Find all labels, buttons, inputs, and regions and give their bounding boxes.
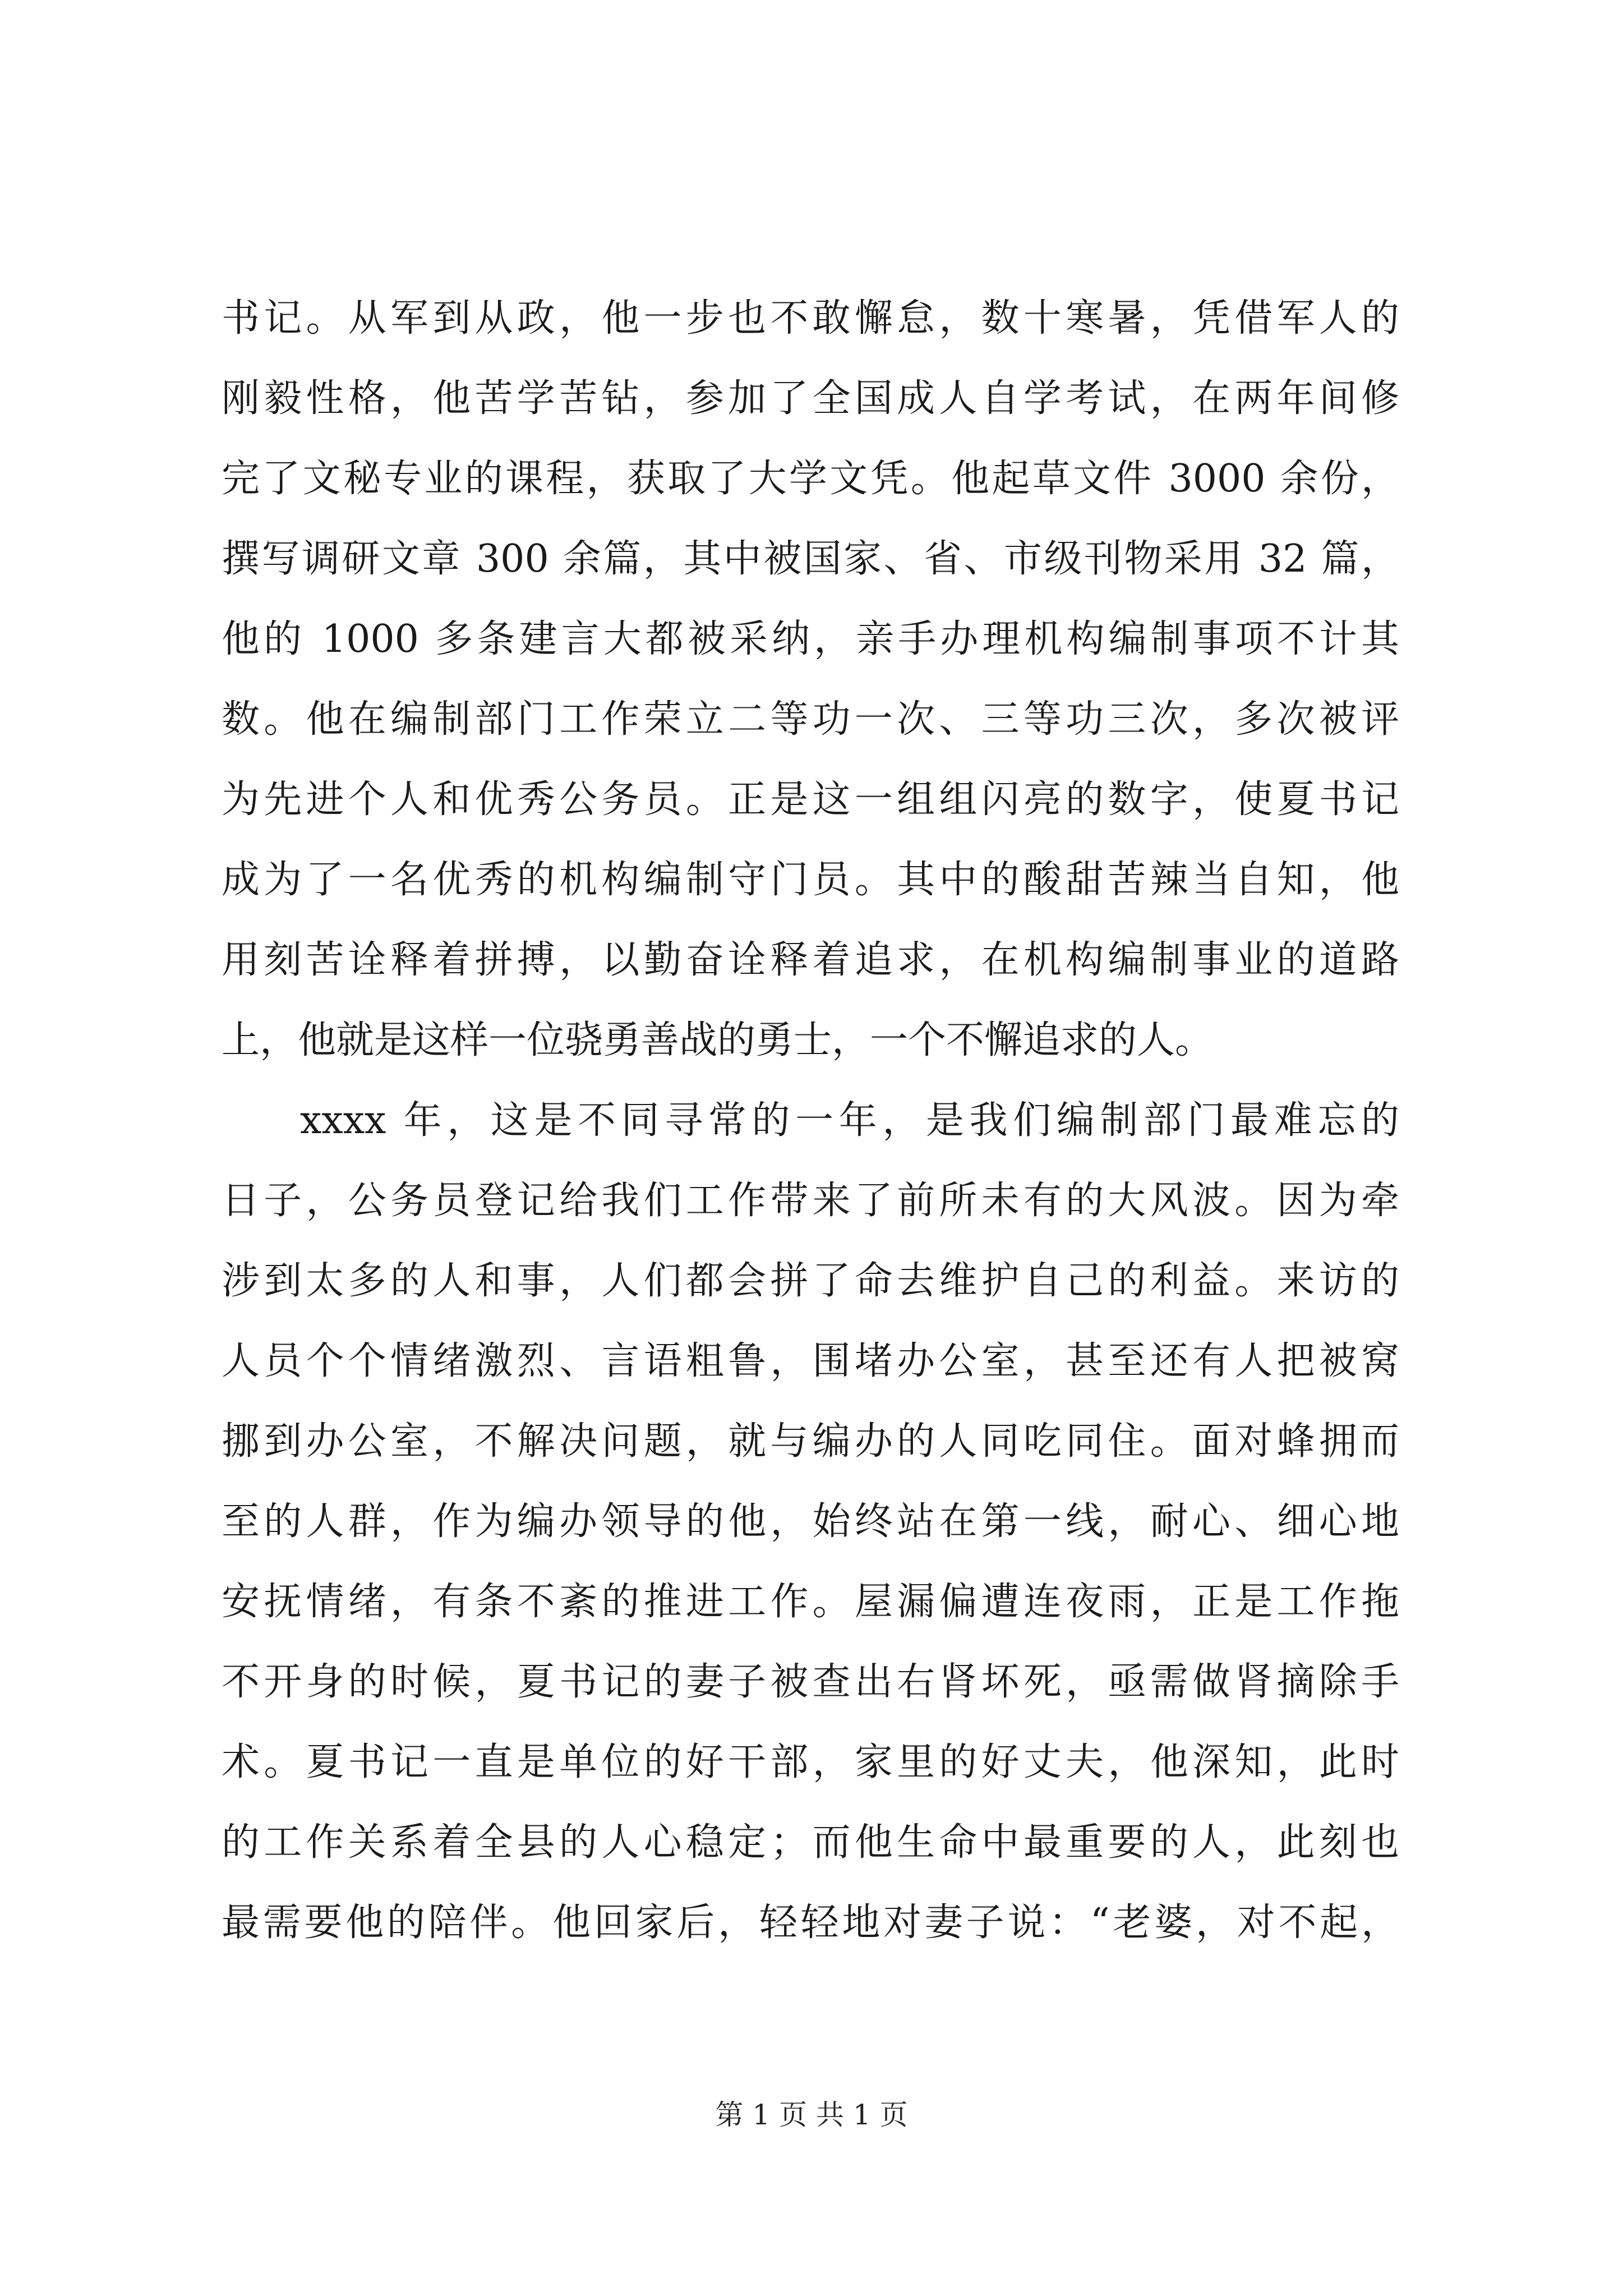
paragraph-line: 日子，公务员登记给我们工作带来了前所未有的大风波。因为牵 (222, 1179, 1399, 1223)
paragraph-line: 书记。从军到从政，他一步也不敢懈怠，数十寒暑，凭借军人的 (222, 296, 1399, 341)
paragraph-line: 安抚情绪，有条不紊的推进工作。屋漏偏遭连夜雨，正是工作拖 (222, 1580, 1399, 1624)
paragraph-line: 最需要他的陪伴。他回家后，轻轻地对妻子说：“老婆，对不起， (222, 1901, 1399, 1945)
paragraph-line: 不开身的时候，夏书记的妻子被查出右肾坏死，亟需做肾摘除手 (222, 1660, 1399, 1704)
page-number-footer: 第 1 页 共 1 页 (715, 2099, 908, 2131)
paragraph-line: 挪到办公室，不解决问题，就与编办的人同吃同住。面对蜂拥而 (222, 1419, 1399, 1464)
paragraph-line: 的工作关系着全县的人心稳定；而他生命中最重要的人，此刻也 (222, 1820, 1399, 1865)
paragraph-line: 刚毅性格，他苦学苦钻，参加了全国成人自学考试，在两年间修 (222, 376, 1399, 421)
paragraph-line: 撰写调研文章 300 余篇，其中被国家、省、市级刊物采用 32 篇， (222, 537, 1399, 581)
paragraph-line: 他的 1000 多条建言大都被采纳，亲手办理机构编制事项不计其 (222, 617, 1399, 661)
paragraph-line: 涉到太多的人和事，人们都会拼了命去维护自己的利益。来访的 (222, 1259, 1399, 1303)
paragraph-line: 至的人群，作为编办领导的他，始终站在第一线，耐心、细心地 (222, 1499, 1399, 1544)
paragraph-line: 上，他就是这样一位骁勇善战的勇士，一个不懈追求的人。 (222, 1018, 1214, 1062)
paragraph-line: 数。他在编制部门工作荣立二等功一次、三等功三次，多次被评 (222, 697, 1399, 742)
paragraph-line: 术。夏书记一直是单位的好干部，家里的好丈夫，他深知，此时 (222, 1740, 1399, 1784)
paragraph-line: 人员个个情绪激烈、言语粗鲁，围堵办公室，甚至还有人把被窝 (222, 1339, 1399, 1383)
paragraph-line: 成为了一名优秀的机构编制守门员。其中的酸甜苦辣当自知，他 (222, 858, 1399, 902)
paragraph-line: 用刻苦诠释着拼搏，以勤奋诠释着追求，在机构编制事业的道路 (222, 938, 1399, 982)
paragraph-line: 为先进个人和优秀公务员。正是这一组组闪亮的数字，使夏书记 (222, 777, 1399, 822)
paragraph-line: xxxx 年，这是不同寻常的一年，是我们编制部门最难忘的 (300, 1098, 1399, 1143)
paragraph-line: 完了文秘专业的课程，获取了大学文凭。他起草文件 3000 余份， (222, 457, 1399, 501)
